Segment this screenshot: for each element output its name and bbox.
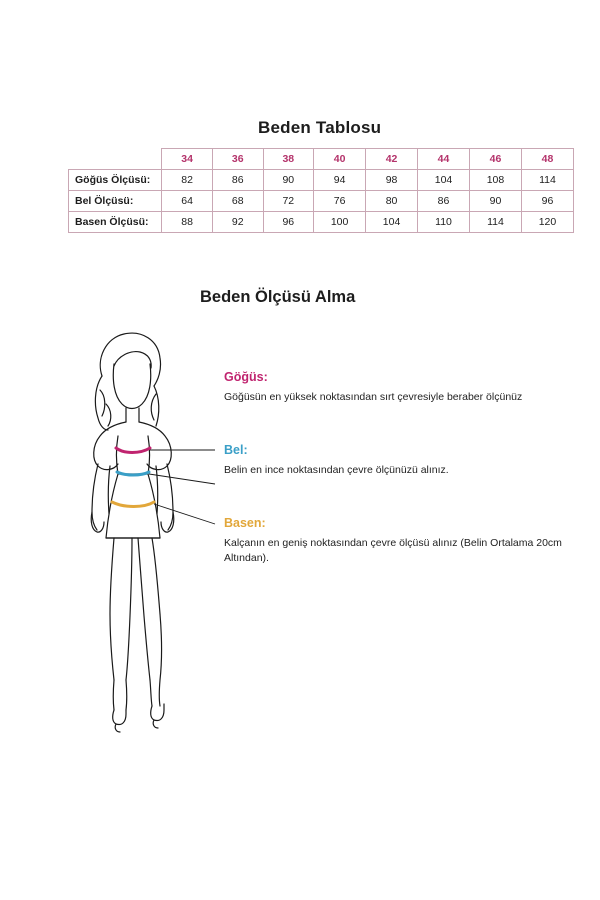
size-table-section — [0, 118, 600, 233]
table-header-cell: 34 — [162, 149, 213, 170]
table-header-cell: 44 — [418, 149, 470, 170]
guide-item-waist — [224, 443, 574, 478]
guide-label-hip: Basen: — [224, 516, 266, 530]
table-row — [69, 212, 574, 233]
size-table — [68, 148, 574, 233]
table-cell: 94 — [314, 170, 366, 191]
row-label: Basen Ölçüsü: — [69, 212, 162, 233]
table-header-cell: 48 — [521, 149, 573, 170]
guide-label-waist: Bel: — [224, 443, 248, 457]
row-label: Bel Ölçüsü: — [69, 191, 162, 212]
table-header-cell: 40 — [314, 149, 366, 170]
table-cell: 100 — [314, 212, 366, 233]
measurement-guide-section — [0, 288, 600, 564]
table-cell: 72 — [263, 191, 314, 212]
row-label: Göğüs Ölçüsü: — [69, 170, 162, 191]
table-header-cell: 46 — [470, 149, 522, 170]
waist-pointer — [149, 474, 215, 484]
table-header-row — [69, 149, 574, 170]
table-cell: 86 — [418, 191, 470, 212]
table-cell: 64 — [162, 191, 213, 212]
table-row — [69, 170, 574, 191]
woman-figure-illustration — [40, 314, 220, 734]
table-cell: 96 — [263, 212, 314, 233]
table-cell: 108 — [470, 170, 522, 191]
table-cell: 96 — [521, 191, 573, 212]
table-cell: 88 — [162, 212, 213, 233]
measurement-guide-items — [224, 370, 574, 598]
page-top-margin — [0, 0, 600, 118]
table-cell: 98 — [366, 170, 418, 191]
table-header-cell: 38 — [263, 149, 314, 170]
guide-item-bust — [224, 370, 574, 405]
measurement-guide-title: Beden Ölçüsü Alma — [200, 288, 356, 306]
guide-text-bust: Göğüsün en yüksek noktasından sırt çevresiyle beraber ölçünüz — [224, 391, 523, 403]
table-cell: 104 — [418, 170, 470, 191]
table-cell: 76 — [314, 191, 366, 212]
guide-label-bust: Göğüs: — [224, 370, 268, 384]
page-bottom-margin — [0, 760, 600, 900]
hip-pointer — [154, 504, 215, 524]
table-cell: 80 — [366, 191, 418, 212]
size-table-title: Beden Tablosu — [258, 118, 382, 137]
bust-measure-line — [116, 448, 150, 453]
table-cell: 82 — [162, 170, 213, 191]
table-header-cell: 36 — [212, 149, 263, 170]
table-cell: 92 — [212, 212, 263, 233]
table-cell: 68 — [212, 191, 263, 212]
hip-measure-line — [112, 502, 154, 507]
guide-text-hip: Kalçanın en geniş noktasından çevre ölçüsü alınız (Belin Ortalama 20cm Altından). — [224, 537, 562, 564]
table-cell: 90 — [470, 191, 522, 212]
guide-text-waist: Belin en ince noktasından çevre ölçünüzü alınız. — [224, 464, 449, 476]
table-header-cell: 42 — [366, 149, 418, 170]
table-cell: 90 — [263, 170, 314, 191]
waist-measure-line — [117, 472, 149, 475]
table-cell: 86 — [212, 170, 263, 191]
table-cell: 120 — [521, 212, 573, 233]
table-cell: 110 — [418, 212, 470, 233]
table-corner-cell — [69, 149, 162, 170]
table-cell: 104 — [366, 212, 418, 233]
table-row — [69, 191, 574, 212]
table-cell: 114 — [521, 170, 573, 191]
guide-item-hip — [224, 516, 574, 566]
table-cell: 114 — [470, 212, 522, 233]
